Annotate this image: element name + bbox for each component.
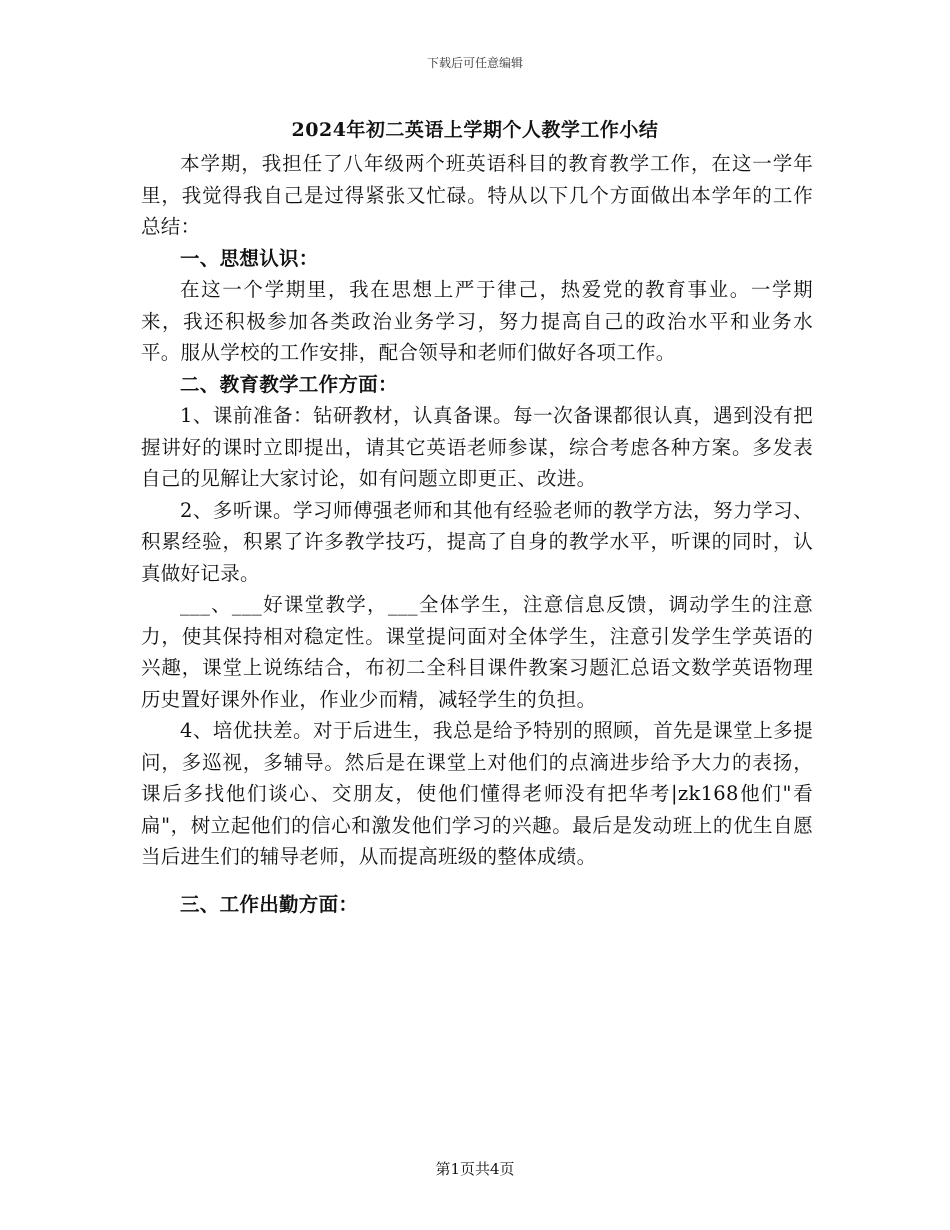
paragraph-preparation: 1、课前准备：钻研教材，认真备课。每一次备课都很认真，遇到没有把握讲好的课时立即提出，请其它英语老师参谋，综合考虑各种方案。多发表自己的见解让大家讨论，如有问题立即更正、改进。 bbox=[141, 404, 813, 490]
paragraph-tutoring: 4、培优扶差。对于后进生，我总是给予特别的照顾，首先是课堂上多提问，多巡视，多辅导。然后是在课堂上对他们的点滴进步给予大力的表扬，课后多找他们谈心、交朋友，使他们懂得老师没有把华考|zk168他们"看扁"，树立起他们的信心和激发他们学习的兴趣。最后是发动班上的优生自愿当后进生们的辅导老师，从而提高班级的整体成绩。 bbox=[141, 719, 813, 868]
paragraph-classroom: ___、___好课堂教学，___全体学生，注意信息反馈，调动学生的注意力，使其保持相对稳定性。课堂提问面对全体学生，注意引发学生学英语的兴趣，课堂上说练结合，布初二全科目课件教案习题汇总语文数学英语物理历史置好课外作业，作业少而精，减轻学生的负担。 bbox=[141, 593, 813, 711]
section-heading-2: 二、教育教学工作方面： bbox=[180, 372, 398, 396]
document-title: 2024年初二英语上学期个人教学工作小结 bbox=[291, 119, 659, 141]
intro-paragraph: 本学期，我担任了八年级两个班英语科目的教育教学工作，在这一学年里，我觉得我自己是过得紧张又忙碌。特从以下几个方面做出本学年的工作总结： bbox=[141, 152, 813, 238]
section-heading-1: 一、思想认识： bbox=[180, 246, 319, 270]
paragraph-listening: 2、多听课。学习师傅强老师和其他有经验老师的教学方法，努力学习、积累经验，积累了许多教学技巧，提高了自身的教学水平，听课的同时，认真做好记录。 bbox=[141, 498, 813, 585]
section-heading-3: 三、工作出勤方面： bbox=[180, 892, 359, 916]
paragraph-ideology: 在这一个学期里，我在思想上严于律己，热爱党的教育事业。一学期来，我还积极参加各类政治业务学习，努力提高自己的政治水平和业务水平。服从学校的工作安排，配合领导和老师们做好各项工作。 bbox=[141, 278, 813, 364]
page-footer: 第1页共4页 bbox=[435, 1160, 515, 1178]
document-body bbox=[141, 148, 813, 920]
header-note: 下载后可任意编辑 bbox=[426, 56, 523, 70]
